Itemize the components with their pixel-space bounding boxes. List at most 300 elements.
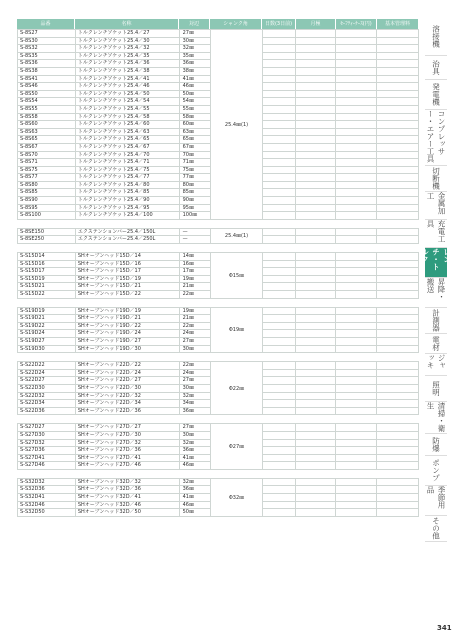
name-cell: SHオープンヘッド32D／50 (76, 509, 180, 516)
empty-cell (296, 229, 336, 236)
empty-cell (296, 455, 336, 462)
empty-cell (262, 174, 296, 181)
code-cell: S-S19D19 (18, 308, 76, 315)
empty-cell (377, 346, 419, 353)
empty-cell (377, 276, 419, 283)
empty-cell (262, 76, 296, 83)
name-cell: SHオープンヘッド22D／34 (76, 400, 180, 407)
empty-cell (296, 486, 336, 493)
empty-cell (336, 236, 377, 243)
name-cell: SHオープンヘッド19D／19 (76, 308, 180, 315)
empty-cell (377, 106, 419, 113)
empty-cell (296, 393, 336, 400)
name-cell: エクステンションバー25.4／150L (76, 229, 180, 236)
size-cell: 75㎜ (180, 167, 211, 174)
empty-cell (262, 205, 296, 212)
empty-cell (336, 174, 377, 181)
empty-cell (336, 83, 377, 90)
name-cell: SHオープンヘッド15D／17 (76, 268, 180, 275)
empty-cell (262, 268, 296, 275)
empty-cell (296, 38, 336, 45)
empty-cell (336, 114, 377, 121)
code-cell: S-8S30 (18, 38, 76, 45)
empty-cell (262, 315, 296, 322)
empty-cell (296, 76, 336, 83)
empty-cell (377, 462, 419, 469)
size-cell: 80㎜ (180, 182, 211, 189)
side-index-label: 昇降・搬送 (426, 278, 446, 301)
empty-cell (296, 283, 336, 290)
header-col-c: ｾｰﾌﾃｨｰｹｰｽ(円) (336, 19, 377, 29)
code-cell: S-8S95 (18, 205, 76, 212)
empty-cell (377, 144, 419, 151)
empty-cell (262, 106, 296, 113)
empty-cell (262, 60, 296, 67)
side-index (420, 18, 452, 542)
size-cell: — (180, 236, 211, 243)
empty-cell (377, 68, 419, 75)
side-index-tab[interactable] (425, 376, 447, 402)
name-cell: SHオープンヘッド22D／22 (76, 362, 180, 369)
empty-cell (336, 136, 377, 143)
empty-cell (336, 509, 377, 516)
empty-cell (336, 462, 377, 469)
empty-cell (262, 189, 296, 196)
code-cell: S-S22D30 (18, 385, 76, 392)
header-size: 対辺 (179, 19, 210, 29)
size-cell: 22㎜ (180, 291, 211, 298)
price-table (17, 19, 419, 517)
empty-cell (377, 509, 419, 516)
empty-cell (296, 159, 336, 166)
empty-cell (296, 174, 336, 181)
size-cell: 95㎜ (180, 205, 211, 212)
size-cell: 19㎜ (180, 276, 211, 283)
name-cell: トルクレンチソケット25.4／95 (76, 205, 180, 212)
empty-cell (336, 479, 377, 486)
empty-cell (262, 455, 296, 462)
table-block (17, 361, 419, 415)
empty-cell (336, 308, 377, 315)
empty-cell (296, 338, 336, 345)
empty-cell (336, 144, 377, 151)
empty-cell (296, 30, 336, 37)
side-index-tab[interactable] (425, 220, 447, 248)
empty-cell (296, 315, 336, 322)
empty-cell (377, 91, 419, 98)
empty-cell (262, 338, 296, 345)
empty-cell (262, 502, 296, 509)
code-cell: S-S15D16 (18, 261, 76, 268)
side-index-label: 電材 (431, 336, 441, 351)
code-cell: S-8S55 (18, 106, 76, 113)
empty-cell (296, 129, 336, 136)
side-index-label: 発電機 (431, 83, 441, 106)
empty-cell (296, 60, 336, 67)
empty-cell (296, 106, 336, 113)
header-col-a: 日数(3日前) (262, 19, 296, 29)
code-cell: S-8S58 (18, 114, 76, 121)
code-cell: S-S27D36 (18, 447, 76, 454)
empty-cell (377, 197, 419, 204)
side-index-label: 金属加工 (426, 192, 446, 215)
size-cell: 50㎜ (180, 91, 211, 98)
empty-cell (336, 261, 377, 268)
code-cell: S-S27D46 (18, 462, 76, 469)
side-index-label: ジャッキ (426, 354, 446, 369)
empty-cell (296, 205, 336, 212)
empty-cell (377, 385, 419, 392)
code-cell: S-S27D41 (18, 455, 76, 462)
empty-cell (336, 60, 377, 67)
code-cell: S-S15D17 (18, 268, 76, 275)
empty-cell (296, 167, 336, 174)
empty-cell (262, 114, 296, 121)
name-cell: SHオープンヘッド22D／30 (76, 385, 180, 392)
empty-cell (336, 400, 377, 407)
size-cell: 38㎜ (180, 68, 211, 75)
code-cell: S-8SE150 (18, 229, 76, 236)
empty-cell (296, 400, 336, 407)
name-cell: SHオープンヘッド22D／24 (76, 370, 180, 377)
empty-cell (262, 393, 296, 400)
empty-cell (262, 121, 296, 128)
name-cell: SHオープンヘッド32D／46 (76, 502, 180, 509)
code-cell: S-S32D32 (18, 479, 76, 486)
name-cell: トルクレンチソケット25.4／30 (76, 38, 180, 45)
empty-cell (296, 197, 336, 204)
header-shank: シャンク角 (210, 19, 262, 29)
name-cell: SHオープンヘッド19D／22 (76, 323, 180, 330)
empty-cell (377, 377, 419, 384)
empty-cell (377, 205, 419, 212)
size-cell: 27㎜ (180, 377, 211, 384)
empty-cell (262, 30, 296, 37)
shank-cell: Φ27㎜ (211, 424, 263, 470)
size-cell: 100㎜ (180, 212, 211, 219)
empty-cell (296, 236, 336, 243)
table-block (17, 423, 419, 470)
empty-cell (336, 494, 377, 501)
side-index-tab[interactable] (425, 456, 447, 486)
side-index-tab[interactable] (425, 516, 447, 542)
code-cell: S-8S100 (18, 212, 76, 219)
side-index-label: コンプレッサー・エアー工具 (426, 110, 446, 163)
empty-cell (296, 91, 336, 98)
size-cell: 32㎜ (180, 393, 211, 400)
empty-cell (377, 323, 419, 330)
side-index-tab[interactable] (425, 18, 447, 56)
empty-cell (262, 346, 296, 353)
side-index-label: 清掃・衛生 (426, 402, 446, 432)
size-cell: 21㎜ (180, 315, 211, 322)
empty-cell (262, 91, 296, 98)
empty-cell (262, 283, 296, 290)
side-index-tab[interactable] (425, 354, 447, 376)
empty-cell (262, 68, 296, 75)
empty-cell (336, 440, 377, 447)
name-cell: トルクレンチソケット25.4／75 (76, 167, 180, 174)
empty-cell (377, 174, 419, 181)
empty-cell (262, 370, 296, 377)
size-cell: 36㎜ (180, 486, 211, 493)
empty-cell (336, 276, 377, 283)
empty-cell (336, 486, 377, 493)
empty-cell (296, 144, 336, 151)
name-cell: SHオープンヘッド15D／19 (76, 276, 180, 283)
side-index-tab[interactable] (425, 166, 447, 192)
side-index-tab[interactable] (425, 192, 447, 220)
size-cell: 32㎜ (180, 440, 211, 447)
name-cell: SHオープンヘッド27D／41 (76, 455, 180, 462)
empty-cell (262, 45, 296, 52)
table-block (17, 252, 419, 299)
empty-cell (336, 408, 377, 415)
empty-cell (296, 432, 336, 439)
side-index-label: ポンプ (431, 459, 441, 482)
empty-cell (377, 400, 419, 407)
name-cell: SHオープンヘッド19D／27 (76, 338, 180, 345)
empty-cell (377, 229, 419, 236)
table-block (17, 307, 419, 354)
side-index-tab[interactable] (425, 56, 447, 80)
size-cell: 24㎜ (180, 330, 211, 337)
size-cell: 22㎜ (180, 323, 211, 330)
empty-cell (262, 276, 296, 283)
name-cell: SHオープンヘッド27D／32 (76, 440, 180, 447)
size-cell: 17㎜ (180, 268, 211, 275)
shank-cell: Φ19㎜ (211, 308, 263, 354)
side-index-tab[interactable] (425, 308, 447, 334)
name-cell: トルクレンチソケット25.4／65 (76, 136, 180, 143)
name-cell: SHオープンヘッド32D／32 (76, 479, 180, 486)
side-index-tab[interactable] (425, 402, 447, 434)
page-number: 341 (437, 624, 452, 632)
empty-cell (377, 38, 419, 45)
name-cell: トルクレンチソケット25.4／46 (76, 83, 180, 90)
empty-cell (262, 385, 296, 392)
empty-cell (296, 408, 336, 415)
code-cell: S-8S32 (18, 45, 76, 52)
size-cell: 63㎜ (180, 129, 211, 136)
size-cell: 35㎜ (180, 53, 211, 60)
empty-cell (377, 182, 419, 189)
code-cell: S-S19D24 (18, 330, 76, 337)
empty-cell (336, 268, 377, 275)
code-cell: S-S32D50 (18, 509, 76, 516)
code-cell: S-8S70 (18, 152, 76, 159)
name-cell: トルクレンチソケット25.4／100 (76, 212, 180, 219)
header-col-b: 月極 (296, 19, 336, 29)
side-index-tab[interactable] (420, 248, 452, 278)
size-cell: 16㎜ (180, 261, 211, 268)
empty-cell (377, 362, 419, 369)
code-cell: S-8S41 (18, 76, 76, 83)
empty-cell (296, 330, 336, 337)
code-cell: S-S15D21 (18, 283, 76, 290)
size-cell: 36㎜ (180, 408, 211, 415)
empty-cell (377, 121, 419, 128)
size-cell: 41㎜ (180, 455, 211, 462)
code-cell: S-S32D36 (18, 486, 76, 493)
empty-cell (336, 455, 377, 462)
code-cell: S-S22D34 (18, 400, 76, 407)
empty-cell (377, 159, 419, 166)
name-cell: トルクレンチソケット25.4／80 (76, 182, 180, 189)
size-cell: 36㎜ (180, 447, 211, 454)
size-cell: 41㎜ (180, 76, 211, 83)
size-cell: 30㎜ (180, 432, 211, 439)
table-body (17, 29, 419, 517)
empty-cell (377, 167, 419, 174)
empty-cell (336, 91, 377, 98)
empty-cell (296, 45, 336, 52)
name-cell: トルクレンチソケット25.4／77 (76, 174, 180, 181)
size-cell: 30㎜ (180, 385, 211, 392)
empty-cell (336, 197, 377, 204)
name-cell: SHオープンヘッド22D／32 (76, 393, 180, 400)
empty-cell (377, 189, 419, 196)
code-cell: S-8S50 (18, 91, 76, 98)
size-cell: 70㎜ (180, 152, 211, 159)
size-cell: 27㎜ (180, 424, 211, 431)
code-cell: S-S22D24 (18, 370, 76, 377)
empty-cell (377, 83, 419, 90)
empty-cell (377, 479, 419, 486)
empty-cell (336, 502, 377, 509)
name-cell: トルクレンチソケット25.4／90 (76, 197, 180, 204)
code-cell: S-8S71 (18, 159, 76, 166)
size-cell: 41㎜ (180, 494, 211, 501)
side-index-tab[interactable] (425, 434, 447, 456)
name-cell: SHオープンヘッド15D／22 (76, 291, 180, 298)
size-cell: 54㎜ (180, 98, 211, 105)
name-cell: トルクレンチソケット25.4／27 (76, 30, 180, 37)
empty-cell (336, 182, 377, 189)
side-index-tab[interactable] (425, 486, 447, 516)
empty-cell (296, 502, 336, 509)
empty-cell (262, 212, 296, 219)
empty-cell (296, 83, 336, 90)
empty-cell (336, 152, 377, 159)
empty-cell (336, 424, 377, 431)
side-index-tab[interactable] (425, 278, 447, 308)
code-cell: S-S22D22 (18, 362, 76, 369)
size-cell: 60㎜ (180, 121, 211, 128)
block-gap (17, 244, 419, 252)
empty-cell (262, 509, 296, 516)
code-cell: S-S22D27 (18, 377, 76, 384)
side-index-label: レンチ・トルク (420, 248, 452, 271)
empty-cell (336, 447, 377, 454)
name-cell: SHオープンヘッド22D／27 (76, 377, 180, 384)
name-cell: トルクレンチソケット25.4／50 (76, 91, 180, 98)
side-index-label: 充電工具 (426, 220, 446, 243)
empty-cell (377, 338, 419, 345)
empty-cell (336, 253, 377, 260)
code-cell: S-S32D41 (18, 494, 76, 501)
code-cell: S-S27D27 (18, 424, 76, 431)
empty-cell (336, 121, 377, 128)
empty-cell (262, 432, 296, 439)
empty-cell (336, 98, 377, 105)
empty-cell (377, 447, 419, 454)
side-index-tab[interactable] (425, 80, 447, 110)
empty-cell (296, 479, 336, 486)
empty-cell (296, 377, 336, 384)
empty-cell (377, 440, 419, 447)
empty-cell (262, 83, 296, 90)
empty-cell (336, 68, 377, 75)
empty-cell (296, 268, 336, 275)
empty-cell (336, 377, 377, 384)
empty-cell (296, 212, 336, 219)
empty-cell (296, 253, 336, 260)
empty-cell (336, 53, 377, 60)
empty-cell (296, 152, 336, 159)
empty-cell (262, 136, 296, 143)
empty-cell (377, 455, 419, 462)
empty-cell (296, 53, 336, 60)
name-cell: トルクレンチソケット25.4／71 (76, 159, 180, 166)
name-cell: トルクレンチソケット25.4／41 (76, 76, 180, 83)
empty-cell (377, 114, 419, 121)
side-index-tab[interactable] (425, 334, 447, 354)
size-cell: 77㎜ (180, 174, 211, 181)
code-cell: S-8S67 (18, 144, 76, 151)
shank-cell: Φ32㎜ (211, 479, 263, 517)
side-index-tab[interactable] (425, 110, 447, 166)
size-cell: 32㎜ (180, 479, 211, 486)
size-cell: 30㎜ (180, 38, 211, 45)
size-cell: 67㎜ (180, 144, 211, 151)
name-cell: トルクレンチソケット25.4／58 (76, 114, 180, 121)
empty-cell (296, 114, 336, 121)
name-cell: SHオープンヘッド32D／36 (76, 486, 180, 493)
empty-cell (336, 189, 377, 196)
name-cell: トルクレンチソケット25.4／36 (76, 60, 180, 67)
size-cell: 21㎜ (180, 283, 211, 290)
empty-cell (296, 385, 336, 392)
empty-cell (377, 53, 419, 60)
name-cell: SHオープンヘッド27D／36 (76, 447, 180, 454)
empty-cell (377, 268, 419, 275)
empty-cell (336, 129, 377, 136)
empty-cell (296, 261, 336, 268)
empty-cell (336, 38, 377, 45)
side-index-label: 防爆 (431, 437, 441, 452)
empty-cell (377, 370, 419, 377)
code-cell: S-S27D30 (18, 432, 76, 439)
code-cell: S-8S85 (18, 189, 76, 196)
shank-cell: 25.4㎜(1) (211, 30, 263, 220)
code-cell: S-8S80 (18, 182, 76, 189)
empty-cell (377, 308, 419, 315)
empty-cell (377, 136, 419, 143)
code-cell: S-8S54 (18, 98, 76, 105)
size-cell: 55㎜ (180, 106, 211, 113)
name-cell: SHオープンヘッド15D／16 (76, 261, 180, 268)
code-cell: S-S19D27 (18, 338, 76, 345)
empty-cell (336, 315, 377, 322)
empty-cell (296, 136, 336, 143)
size-cell: 65㎜ (180, 136, 211, 143)
block-gap (17, 415, 419, 423)
empty-cell (296, 121, 336, 128)
name-cell: SHオープンヘッド22D／36 (76, 408, 180, 415)
size-cell: 90㎜ (180, 197, 211, 204)
empty-cell (262, 494, 296, 501)
